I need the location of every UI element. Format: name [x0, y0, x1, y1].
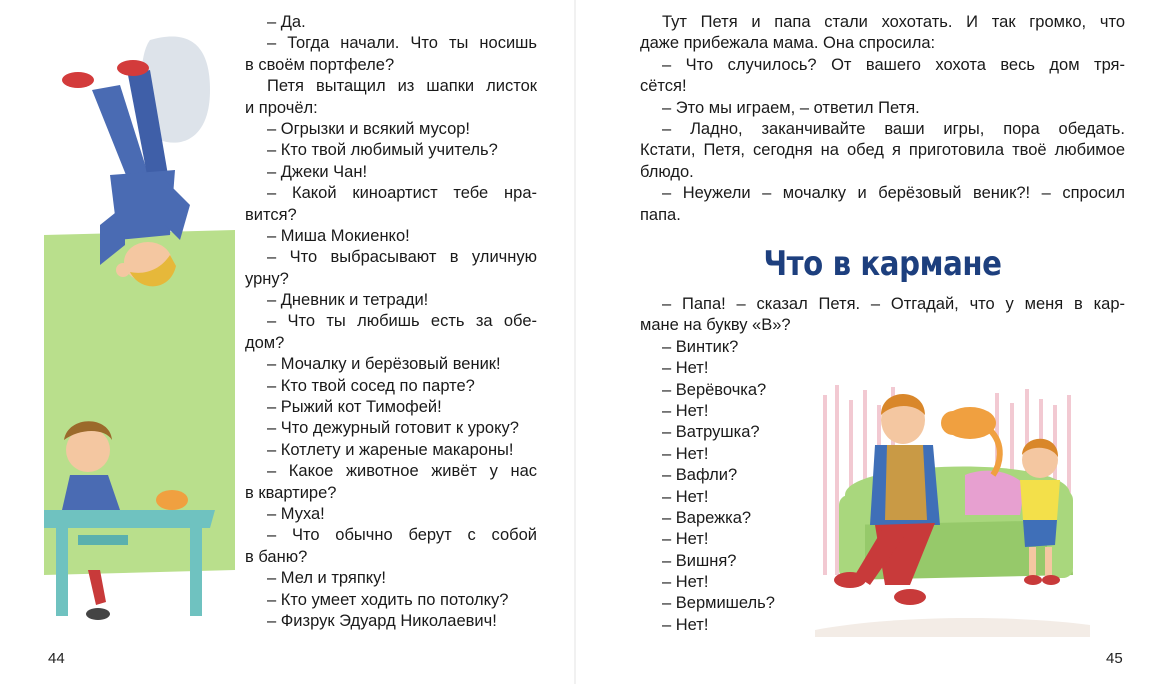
text-line: в своём портфеле?	[245, 55, 395, 74]
page-number-left: 44	[48, 650, 65, 667]
text-line: – Мочалку и берёзовый веник!	[267, 355, 501, 374]
text-line: Кстати, Петя, сегодня на обед я приготовила твоё любимое	[640, 141, 1125, 160]
text-line: – Что дежурный готовит к уроку?	[267, 419, 519, 438]
text-line: – Миша Мокиенко!	[267, 226, 410, 245]
text-line: – Да.	[267, 13, 306, 31]
text-line: мане на букву «В»?	[640, 316, 791, 335]
text-line: даже прибежала мама. Она спросила:	[640, 34, 936, 53]
text-line: дом?	[245, 333, 285, 352]
text-line: – Что ты любишь есть за обе-	[267, 312, 537, 331]
text-line: Петя вытащил из шапки листок	[267, 77, 537, 96]
right-page-text-top	[640, 12, 1125, 226]
text-line: вится?	[245, 205, 297, 224]
text-line: урну?	[245, 269, 289, 288]
text-line: – Какое животное живёт у нас	[267, 462, 537, 481]
text-line: – Физрук Эдуард Николаевич!	[267, 611, 497, 630]
text-line: – Муха!	[267, 504, 325, 523]
left-page-text	[245, 12, 537, 632]
right-page-text-bottom	[640, 294, 1125, 636]
text-line: – Вафли?	[662, 466, 738, 485]
text-line: папа.	[640, 205, 681, 224]
text-line: в баню?	[245, 547, 308, 566]
text-line: – Что выбрасывают в уличную	[267, 248, 537, 267]
text-line: – Нет!	[662, 615, 709, 634]
text-line: – Джеки Чан!	[267, 162, 368, 181]
text-line: – Что случилось? От вашего хохота весь дом тря-	[662, 55, 1125, 74]
page-number-right: 45	[1106, 650, 1123, 667]
text-line: Тут Петя и папа стали хохотать. И так громко, что	[662, 13, 1125, 31]
text-line: – Нет!	[662, 530, 709, 549]
text-line: – Дневник и тетради!	[267, 291, 429, 310]
text-line: – Мел и тряпку!	[267, 569, 386, 588]
text-line: – Какой киноартист тебе нра-	[267, 184, 537, 203]
text-line: – Неужели – мочалку и берёзовый веник?! – спросил	[662, 184, 1125, 203]
text-line: – Нет!	[662, 401, 709, 420]
text-line: – Ладно, заканчивайте ваши игры, пора обедать.	[662, 119, 1125, 138]
text-line: – Нет!	[662, 487, 709, 506]
text-line: – Это мы играем, – ответил Петя.	[662, 98, 920, 117]
text-line: – Тогда начали. Что ты носишь	[267, 34, 537, 53]
book-gutter	[574, 0, 576, 684]
text-line: в квартире?	[245, 483, 337, 502]
text-line: – Котлету и жареные макароны!	[267, 440, 514, 459]
chapter-title: Что в кармане	[763, 244, 1002, 284]
text-line: – Кто твой сосед по парте?	[267, 376, 475, 395]
text-line: – Огрызки и всякий мусор!	[267, 119, 471, 138]
text-line: – Папа! – сказал Петя. – Отгадай, что у меня в кар-	[662, 295, 1125, 313]
text-line: – Вишня?	[662, 551, 737, 570]
text-line: – Верёвочка?	[662, 380, 767, 399]
text-line: – Варежка?	[662, 508, 752, 527]
text-line: и прочёл:	[245, 98, 318, 117]
text-line: блюдо.	[640, 162, 694, 181]
text-line: – Кто умеет ходить по потолку?	[267, 590, 509, 609]
text-line: – Кто твой любимый учитель?	[267, 141, 498, 160]
text-line: сётся!	[640, 77, 687, 96]
text-line: – Что обычно берут с собой	[267, 526, 537, 545]
text-line: – Рыжий кот Тимофей!	[267, 398, 442, 417]
text-line: – Вермишель?	[662, 594, 775, 613]
text-line: – Ватрушка?	[662, 423, 760, 442]
text-line: – Нет!	[662, 444, 709, 463]
text-line: – Нет!	[662, 573, 709, 592]
text-line: – Нет!	[662, 359, 709, 378]
text-line: – Винтик?	[662, 337, 739, 356]
illustration-boy-upside-down	[0, 30, 235, 650]
